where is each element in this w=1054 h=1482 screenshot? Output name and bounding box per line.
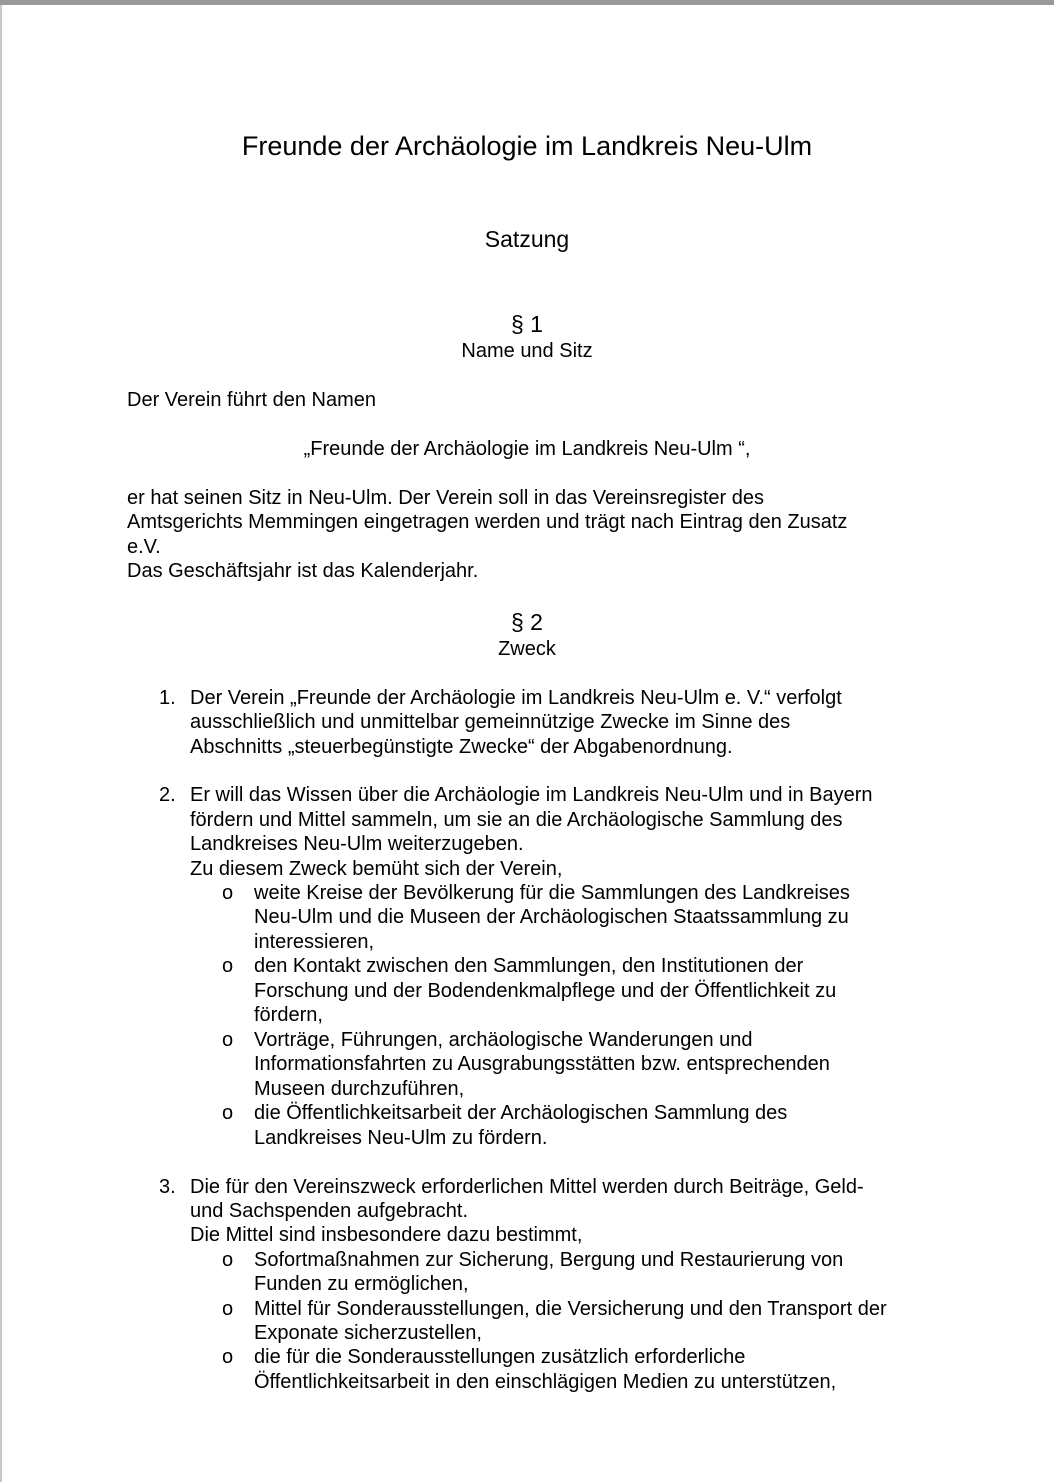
section-1-line: er hat seinen Sitz in Neu-Ulm. Der Verein soll in das Vereinsregister des bbox=[127, 487, 764, 509]
list-item-line: Der Verein „Freunde der Archäologie im Landkreis Neu-Ulm e. V.“ verfolgt bbox=[190, 687, 842, 709]
bullet-marker: o bbox=[222, 1346, 234, 1368]
list-lead-text: Die Mittel sind insbesondere dazu bestimmt, bbox=[190, 1224, 583, 1246]
list-item-line: Landkreises Neu-Ulm weiterzugeben. bbox=[190, 833, 524, 855]
bullet-line: die Öffentlichkeitsarbeit der Archäologischen Sammlung des bbox=[254, 1102, 788, 1124]
bullet-line: den Kontakt zwischen den Sammlungen, den Institutionen der bbox=[254, 955, 804, 977]
bullet-marker: o bbox=[222, 1249, 234, 1271]
section-1-line: e.V. bbox=[127, 536, 161, 558]
list-item-line: und Sachspenden aufgebracht. bbox=[190, 1200, 468, 1222]
bullet-line: interessieren, bbox=[254, 931, 375, 953]
list-lead-text: Zu diesem Zweck bemüht sich der Verein, bbox=[190, 858, 563, 880]
section-1-sign: § 1 bbox=[511, 311, 543, 337]
list-item-line: Abschnitts „steuerbegünstigte Zwecke“ der Abgabenordnung. bbox=[190, 736, 733, 758]
bullet-marker: o bbox=[222, 1298, 234, 1320]
bullet-line: fördern, bbox=[254, 1004, 323, 1026]
bullet-line: Öffentlichkeitsarbeit in den einschlägigen Medien zu unterstützen, bbox=[254, 1371, 837, 1393]
list-item-line: fördern und Mittel sammeln, um sie an die Archäologische Sammlung des bbox=[190, 809, 843, 831]
bullet-marker: o bbox=[222, 1029, 234, 1051]
bullet-line: Forschung und der Bodendenkmalpflege und der Öffentlichkeit zu bbox=[254, 980, 837, 1002]
list-item-line: ausschließlich und unmittelbar gemeinnützige Zwecke im Sinne des bbox=[190, 711, 791, 733]
association-name-quote: „Freunde der Archäologie im Landkreis Neu-Ulm “, bbox=[303, 438, 751, 460]
section-2-sign: § 2 bbox=[511, 609, 543, 635]
bullet-line: Neu-Ulm und die Museen der Archäologischen Staatssammlung zu bbox=[254, 906, 849, 928]
list-item-line: Er will das Wissen über die Archäologie im Landkreis Neu-Ulm und in Bayern bbox=[190, 784, 873, 806]
document-subtitle: Satzung bbox=[484, 226, 570, 252]
list-number: 3. bbox=[159, 1176, 176, 1198]
bullet-line: Vorträge, Führungen, archäologische Wanderungen und bbox=[254, 1029, 753, 1051]
section-1-heading: Name und Sitz bbox=[461, 340, 593, 362]
section-2-heading: Zweck bbox=[498, 638, 556, 660]
document-title: Freunde der Archäologie im Landkreis Neu-Ulm bbox=[241, 131, 813, 161]
list-number: 1. bbox=[159, 687, 176, 709]
section-1-line: Das Geschäftsjahr ist das Kalenderjahr. bbox=[127, 560, 479, 582]
section-1-line: Amtsgerichts Memmingen eingetragen werden und trägt nach Eintrag den Zusatz bbox=[127, 511, 848, 533]
bullet-line: Exponate sicherzustellen, bbox=[254, 1322, 482, 1344]
bullet-marker: o bbox=[222, 1102, 234, 1124]
section-1-intro: Der Verein führt den Namen bbox=[127, 389, 377, 411]
bullet-line: Sofortmaßnahmen zur Sicherung, Bergung und Restaurierung von bbox=[254, 1249, 844, 1271]
bullet-line: die für die Sonderausstellungen zusätzlich erforderliche bbox=[254, 1346, 746, 1368]
list-item-line: Die für den Vereinszweck erforderlichen Mittel werden durch Beiträge, Geld- bbox=[190, 1176, 864, 1198]
list-number: 2. bbox=[159, 784, 176, 806]
bullet-line: Museen durchzuführen, bbox=[254, 1078, 465, 1100]
bullet-line: Mittel für Sonderausstellungen, die Versicherung und den Transport der bbox=[254, 1298, 887, 1320]
bullet-marker: o bbox=[222, 882, 234, 904]
bullet-line: Landkreises Neu-Ulm zu fördern. bbox=[254, 1127, 548, 1149]
bullet-line: Informationsfahrten zu Ausgrabungsstätten bzw. entsprechenden bbox=[254, 1053, 830, 1075]
bullet-line: weite Kreise der Bevölkerung für die Sammlungen des Landkreises bbox=[254, 882, 850, 904]
bullet-line: Funden zu ermöglichen, bbox=[254, 1273, 469, 1295]
bullet-marker: o bbox=[222, 955, 234, 977]
